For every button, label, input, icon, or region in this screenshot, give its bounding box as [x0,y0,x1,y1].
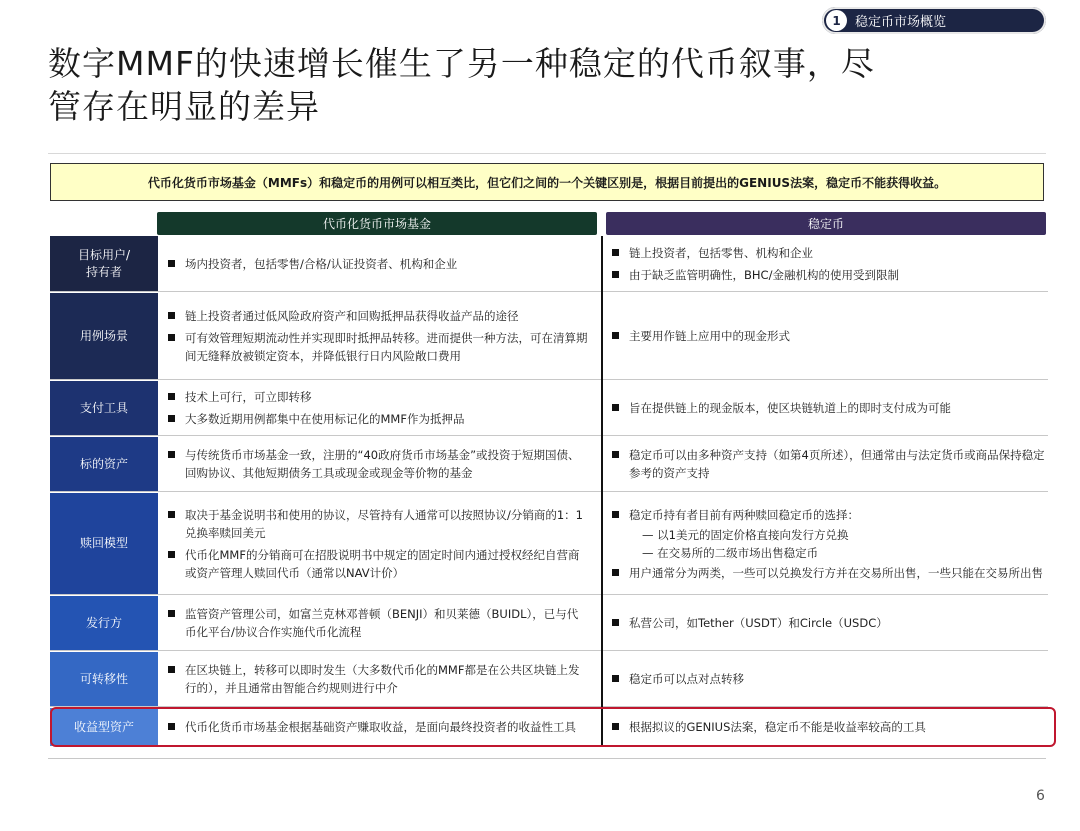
bullet-item [168,307,588,325]
mmf-cell [168,493,588,594]
row-label: 赎回模型 [50,493,158,594]
bullet-text: 稳定币持有者目前有两种赎回稳定币的选择： [629,507,859,522]
bullet-square-icon [168,415,175,422]
row-label: 发行方 [50,596,158,650]
table-row [50,493,1048,594]
mmf-cell [168,293,588,379]
section-number: 1 [826,10,847,31]
row-label: 支付工具 [50,381,158,435]
title-divider [48,153,1046,154]
bullet-item [168,446,588,482]
bullet-item [612,614,1052,632]
bullet-square-icon [168,666,175,673]
mmf-cell [168,236,588,291]
row-separator [50,291,1048,292]
bullet-square-icon [612,619,619,626]
stablecoin-cell [612,381,1052,435]
page-title-line2: 管存在明显的差异 [48,87,320,126]
stablecoin-cell [612,437,1052,491]
bullet-square-icon [612,271,619,278]
bullet-square-icon [612,511,619,518]
bullet-item [168,329,588,365]
bullet-square-icon [168,312,175,319]
bullet-text: 监管资产管理公司，如富兰克林邓普顿（BENJI）和贝莱德（BUIDL），已与代币化平台/协议合作实施代币化流程 [185,607,579,639]
bullet-text: 与传统货币市场基金一致，注册的“40政府货币市场基金”或投资于短期国债、回购协议、其他短期债务工具或现金或现金等价物的基金 [185,448,580,480]
bullet-square-icon [612,569,619,576]
row-separator [50,435,1048,436]
row-separator [50,650,1048,651]
row-label: 收益型资产 [50,708,158,746]
column-divider [601,236,603,746]
bullet-item [612,446,1052,482]
bullet-text: 链上投资者通过低风险政府资产和回购抵押品获得收益产品的途径 [185,309,519,323]
sub-bullet-text: — 在交易所的二级市场出售稳定币 [642,545,819,560]
row-separator [50,491,1048,492]
bullet-item [168,546,588,582]
yield-row-highlight [50,707,1056,747]
table-row [50,236,1048,291]
bullet-square-icon [612,249,619,256]
stablecoin-cell [612,236,1052,291]
column-header-stablecoin: 稳定币 [606,212,1046,235]
bullet-item [612,670,1052,688]
bullet-text: 主要用作链上应用中的现金形式 [629,329,790,343]
bullet-text: 场内投资者，包括零售/合格/认证投资者、机构和企业 [185,256,458,271]
bullet-item [612,327,1052,345]
column-header-mmf: 代币化货币市场基金 [157,212,597,235]
mmf-cell [168,652,588,706]
table-row [50,437,1048,491]
table-bottom-line [48,758,1046,759]
bullet-item [612,266,1052,284]
bullet-square-icon [168,511,175,518]
bullet-text: 技术上可行，可立即转移 [185,390,312,404]
bullet-text: 用户通常分为两类，一些可以兑换发行方并在交易所出售，一些只能在交易所出售 [629,565,1043,580]
mmf-cell [168,437,588,491]
bullet-square-icon [612,451,619,458]
bullet-text: 旨在提供链上的现金版本，使区块链轨道上的即时支付成为可能 [629,401,951,415]
page-title-line1: 数字MMF的快速增长催生了另一种稳定的代币叙事，尽 [48,44,875,83]
bullet-item [168,661,588,697]
mmf-cell [168,381,588,435]
bullet-square-icon [168,610,175,617]
section-indicator [822,7,1046,34]
bullet-text: 稳定币可以由多种资产支持（如第4页所述），但通常由与法定货币或商品保持稳定参考的资产支持 [629,448,1045,480]
row-separator [50,379,1048,380]
stablecoin-cell [612,493,1052,594]
bullet-text: 根据拟议的GENIUS法案，稳定币不能是收益率较高的工具 [629,720,926,734]
table-row [50,652,1048,706]
bullet-square-icon [612,675,619,682]
bullet-square-icon [168,334,175,341]
bullet-item [168,410,588,428]
bullet-item [168,506,588,542]
bullet-item [612,244,1052,262]
mmf-cell [168,596,588,650]
table-row [50,381,1048,435]
stablecoin-cell [612,596,1052,650]
bullet-square-icon [168,451,175,458]
bullet-item [612,564,1052,582]
bullet-text: 在区块链上，转移可以即时发生（大多数代币化的MMF都是在公共区块链上发行的），并且通常由智能合约规则进行中介 [185,663,580,695]
row-label: 用例场景 [50,293,158,379]
row-label: 可转移性 [50,652,158,706]
page-title [48,42,1008,128]
bullet-text: 代币化MMF的分销商可在招股说明书中规定的固定时间内通过授权经纪自营商或资产管理人赎回代币（通常以NAV计价） [185,547,580,580]
table-row [50,596,1048,650]
bullet-square-icon [168,393,175,400]
key-difference-callout: 代币化货币市场基金（MMFs）和稳定币的用例可以相互类比，但它们之间的一个关键区别是，根据目前提出的GENIUS法案，稳定币不能获得收益。 [50,163,1044,201]
bullet-item [168,255,588,273]
bullet-text: 稳定币可以点对点转移 [629,672,744,686]
bullet-text: 私营公司，如Tether（USDT）和Circle（USDC） [629,616,888,630]
stablecoin-cell [612,293,1052,379]
bullet-square-icon [168,551,175,558]
row-label: 标的资产 [50,437,158,491]
bullet-square-icon [612,404,619,411]
bullet-text: 大多数近期用例都集中在使用标记化的MMF作为抵押品 [185,412,465,426]
bullet-item [168,605,588,641]
bullet-text: 链上投资者，包括零售、机构和企业 [629,245,813,260]
bullet-item [612,506,1052,524]
section-label: 稳定币市场概览 [855,15,947,30]
bullet-square-icon [612,332,619,339]
page-number: 6 [1036,788,1045,804]
bullet-item [168,388,588,406]
table-row [50,293,1048,379]
row-separator [50,594,1048,595]
stablecoin-cell [612,652,1052,706]
bullet-text: 可有效管理短期流动性并实现即时抵押品转移。进而提供一种方法，可在清算期间无缝释放被锁定资本，并降低银行日内风险敞口费用 [185,331,588,363]
bullet-item [612,399,1052,417]
sub-bullet-text: — 以1美元的固定价格直接向发行方兑换 [642,527,849,542]
bullet-text: 由于缺乏监管明确性，BHC/金融机构的使用受到限制 [629,267,899,282]
bullet-text: 代币化货币市场基金根据基础资产赚取收益，是面向最终投资者的收益性工具 [185,720,576,734]
bullet-text: 取决于基金说明书和使用的协议，尽管持有人通常可以按照协议/分销商的1：1兑换率赎回美元 [185,507,584,540]
row-label: 目标用户/ 持有者 [50,236,158,291]
bullet-square-icon [168,260,175,267]
